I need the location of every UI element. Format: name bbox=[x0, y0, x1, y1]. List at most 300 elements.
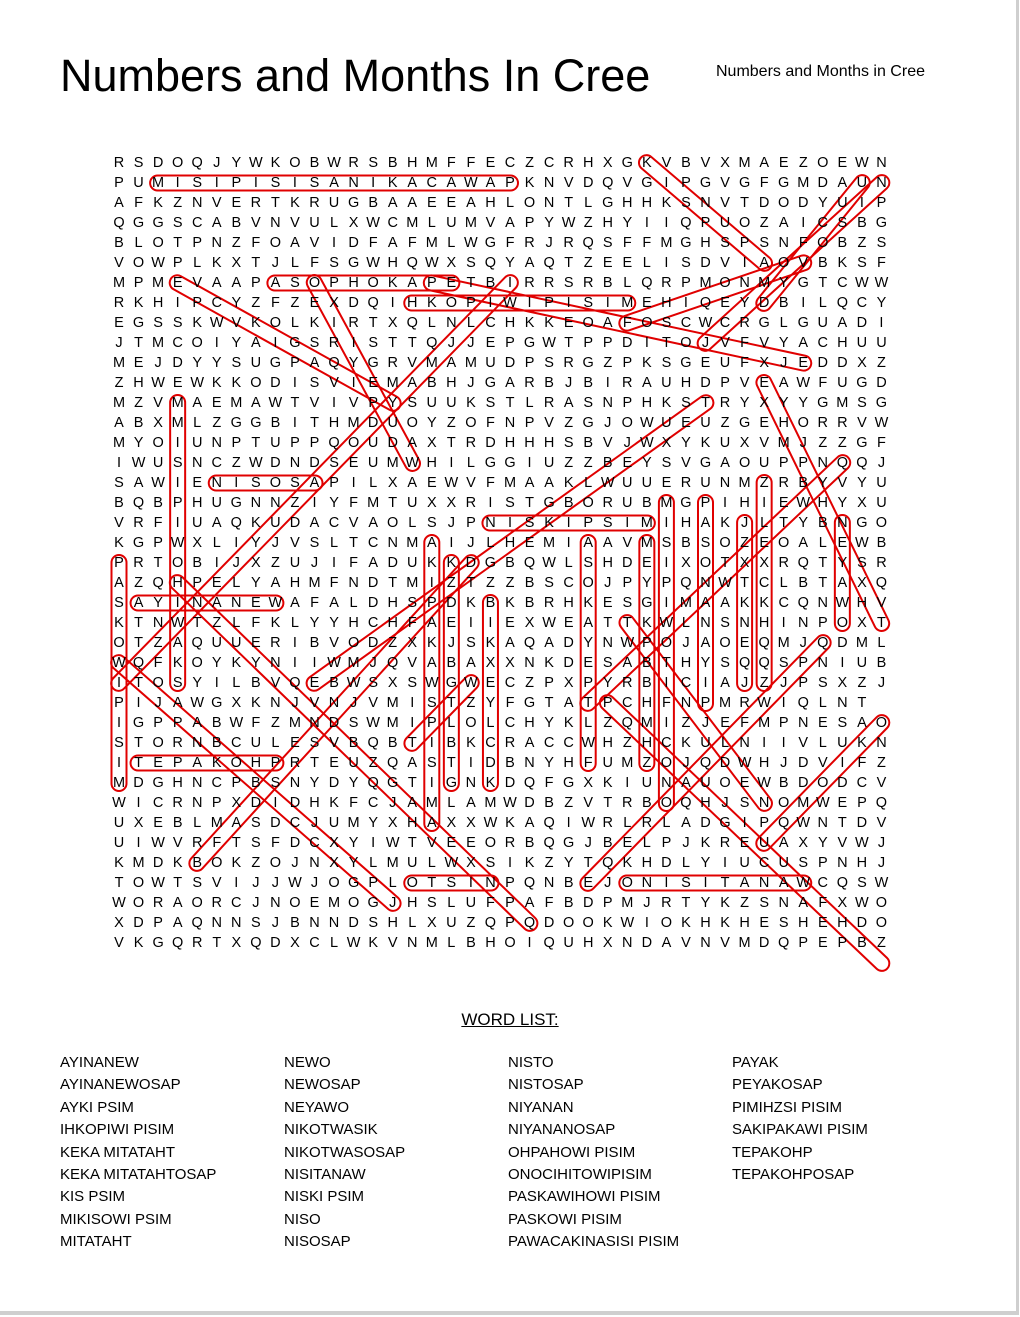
grid-letter: K bbox=[485, 635, 496, 651]
grid-letter: L bbox=[486, 715, 495, 731]
grid-letter: P bbox=[114, 555, 124, 571]
grid-letter: K bbox=[642, 355, 652, 371]
grid-letter: S bbox=[759, 895, 769, 911]
grid-letter: W bbox=[659, 615, 674, 631]
grid-letter: S bbox=[290, 475, 300, 491]
grid-letter: V bbox=[290, 535, 300, 551]
grid-letter: N bbox=[798, 615, 809, 631]
grid-letter: D bbox=[152, 155, 164, 171]
grid-letter: B bbox=[114, 495, 124, 511]
grid-letter: R bbox=[582, 275, 594, 291]
grid-letter: G bbox=[778, 175, 790, 191]
grid-letter: M bbox=[406, 215, 419, 231]
grid-letter: J bbox=[310, 875, 319, 891]
grid-letter: G bbox=[484, 455, 497, 471]
grid-letter: R bbox=[113, 155, 125, 171]
grid-letter: E bbox=[153, 755, 163, 771]
grid-letter: L bbox=[427, 855, 436, 871]
grid-letter: X bbox=[329, 295, 339, 311]
grid-letter: J bbox=[604, 875, 612, 891]
grid-letter: D bbox=[485, 755, 496, 771]
grid-letter: O bbox=[719, 275, 731, 291]
grid-letter: C bbox=[289, 815, 301, 831]
grid-letter: J bbox=[682, 755, 690, 771]
grid-letter: N bbox=[465, 775, 477, 791]
grid-letter: R bbox=[270, 635, 281, 651]
word-list-item: NISO bbox=[284, 1210, 321, 1228]
grid-letter: H bbox=[641, 695, 653, 711]
grid-letter: L bbox=[818, 295, 827, 311]
grid-letter: R bbox=[250, 195, 262, 211]
grid-letter: E bbox=[720, 295, 730, 311]
grid-letter: Y bbox=[544, 215, 554, 231]
grid-letter: H bbox=[426, 455, 438, 471]
grid-letter: P bbox=[720, 375, 730, 391]
grid-letter: A bbox=[211, 215, 222, 231]
grid-letter: I bbox=[429, 575, 434, 591]
grid-letter: Y bbox=[329, 615, 339, 631]
grid-letter: O bbox=[289, 895, 301, 911]
grid-letter: N bbox=[700, 935, 711, 951]
grid-letter: D bbox=[758, 935, 770, 951]
grid-letter: S bbox=[563, 275, 574, 291]
grid-letter: Y bbox=[211, 355, 222, 371]
grid-letter: I bbox=[840, 655, 845, 671]
grid-letter: U bbox=[191, 515, 203, 531]
grid-letter: L bbox=[877, 635, 886, 651]
grid-letter: B bbox=[172, 815, 183, 831]
grid-letter: U bbox=[700, 475, 711, 491]
grid-letter: U bbox=[407, 855, 418, 871]
grid-letter: C bbox=[837, 275, 848, 291]
grid-letter: X bbox=[251, 555, 261, 571]
grid-letter: V bbox=[700, 155, 711, 171]
grid-letter: V bbox=[114, 935, 124, 951]
grid-letter: S bbox=[485, 855, 496, 871]
grid-letter: R bbox=[387, 355, 398, 371]
grid-letter: N bbox=[739, 275, 750, 291]
grid-letter: R bbox=[602, 815, 613, 831]
grid-letter: B bbox=[505, 755, 515, 771]
grid-letter: Q bbox=[426, 335, 438, 351]
grid-letter: F bbox=[486, 415, 495, 431]
grid-letter: J bbox=[310, 555, 319, 571]
word-list-item: NISOSAP bbox=[284, 1233, 351, 1251]
grid-letter: Y bbox=[857, 475, 867, 491]
grid-letter: M bbox=[738, 475, 751, 491]
grid-letter: W bbox=[581, 815, 596, 831]
grid-letter: Q bbox=[699, 295, 712, 311]
grid-letter: B bbox=[309, 635, 320, 651]
grid-letter: P bbox=[290, 355, 300, 371]
grid-letter: S bbox=[172, 215, 183, 231]
grid-letter: U bbox=[661, 415, 672, 431]
grid-letter: T bbox=[310, 755, 319, 771]
grid-letter: V bbox=[798, 255, 809, 271]
grid-letter: I bbox=[625, 775, 630, 791]
grid-letter: U bbox=[407, 495, 418, 511]
grid-letter: L bbox=[447, 895, 456, 911]
grid-letter: Z bbox=[114, 375, 124, 391]
grid-letter: U bbox=[778, 855, 789, 871]
grid-letter: B bbox=[817, 255, 828, 271]
grid-letter: Z bbox=[877, 355, 886, 371]
grid-letter: Y bbox=[817, 475, 828, 491]
grid-letter: O bbox=[582, 575, 594, 591]
grid-letter: B bbox=[857, 215, 867, 231]
grid-letter: O bbox=[719, 775, 731, 791]
grid-letter: X bbox=[759, 355, 769, 371]
grid-letter: Y bbox=[348, 775, 359, 791]
grid-letter: Q bbox=[152, 575, 164, 591]
grid-letter: W bbox=[170, 615, 185, 631]
grid-letter: X bbox=[426, 435, 437, 451]
grid-letter: E bbox=[798, 355, 809, 371]
grid-letter: E bbox=[739, 835, 750, 851]
grid-letter: O bbox=[582, 495, 594, 511]
grid-letter: X bbox=[857, 615, 867, 631]
grid-letter: R bbox=[602, 495, 613, 511]
grid-letter: I bbox=[273, 335, 278, 351]
grid-letter: Z bbox=[642, 755, 652, 771]
grid-letter: W bbox=[855, 895, 869, 911]
grid-letter: P bbox=[602, 335, 613, 351]
grid-letter: P bbox=[837, 935, 848, 951]
grid-letter: O bbox=[621, 875, 633, 891]
grid-letter: T bbox=[818, 555, 828, 571]
grid-letter: T bbox=[466, 275, 476, 291]
grid-letter: W bbox=[268, 595, 283, 611]
grid-letter: O bbox=[406, 415, 418, 431]
grid-letter: R bbox=[543, 275, 555, 291]
grid-letter: U bbox=[602, 755, 613, 771]
grid-letter: S bbox=[524, 515, 535, 531]
grid-letter: U bbox=[270, 515, 281, 531]
grid-letter: D bbox=[250, 795, 262, 811]
grid-letter: F bbox=[329, 575, 339, 591]
grid-letter: K bbox=[466, 395, 476, 411]
grid-letter: X bbox=[231, 695, 242, 711]
grid-letter: I bbox=[234, 875, 239, 891]
grid-letter: V bbox=[622, 535, 633, 551]
grid-letter: X bbox=[446, 255, 457, 271]
grid-letter: I bbox=[664, 875, 669, 891]
grid-letter: D bbox=[289, 515, 301, 531]
grid-letter: H bbox=[446, 375, 457, 391]
grid-letter: I bbox=[507, 855, 513, 871]
grid-letter: D bbox=[348, 295, 359, 311]
grid-letter: J bbox=[701, 715, 710, 731]
grid-letter: N bbox=[622, 935, 633, 951]
grid-letter: D bbox=[719, 755, 731, 771]
grid-letter: Q bbox=[778, 935, 790, 951]
grid-letter: X bbox=[681, 555, 691, 571]
grid-letter: Y bbox=[368, 815, 378, 831]
grid-letter: S bbox=[602, 235, 613, 251]
grid-letter: Q bbox=[367, 775, 379, 791]
grid-letter: Z bbox=[212, 615, 222, 631]
grid-letter: O bbox=[641, 315, 653, 331]
grid-letter: F bbox=[212, 835, 222, 851]
grid-letter: W bbox=[796, 875, 811, 891]
grid-letter: Y bbox=[642, 575, 652, 591]
grid-letter: G bbox=[680, 355, 692, 371]
grid-letter: W bbox=[503, 795, 517, 811]
grid-letter: A bbox=[426, 615, 437, 631]
grid-letter: P bbox=[700, 695, 711, 711]
grid-letter: M bbox=[152, 335, 165, 351]
grid-letter: S bbox=[739, 795, 750, 811]
grid-letter: Q bbox=[406, 315, 418, 331]
grid-letter: W bbox=[757, 775, 771, 791]
grid-letter: Q bbox=[856, 455, 868, 471]
grid-letter: H bbox=[700, 915, 711, 931]
grid-letter: J bbox=[271, 255, 280, 271]
grid-letter: D bbox=[328, 775, 340, 791]
grid-letter: A bbox=[329, 595, 339, 611]
grid-letter: C bbox=[328, 515, 340, 531]
grid-letter: G bbox=[445, 675, 457, 691]
grid-letter: C bbox=[719, 315, 731, 331]
grid-letter: X bbox=[290, 935, 300, 951]
grid-letter: A bbox=[583, 535, 594, 551]
grid-letter: W bbox=[718, 575, 732, 591]
grid-letter: X bbox=[759, 395, 769, 411]
grid-letter: D bbox=[563, 635, 574, 651]
grid-letter: G bbox=[641, 595, 653, 611]
grid-letter: G bbox=[758, 315, 770, 331]
grid-letter: U bbox=[719, 215, 731, 231]
grid-letter: I bbox=[664, 675, 669, 691]
grid-letter: L bbox=[193, 415, 202, 431]
grid-letter: F bbox=[368, 235, 378, 251]
grid-letter: C bbox=[758, 575, 770, 591]
grid-letter: O bbox=[817, 155, 829, 171]
grid-letter: L bbox=[818, 735, 827, 751]
grid-letter: A bbox=[622, 655, 633, 671]
grid-letter: L bbox=[232, 675, 241, 691]
grid-letter: J bbox=[604, 575, 612, 591]
grid-letter: L bbox=[447, 235, 456, 251]
grid-letter: Y bbox=[192, 355, 203, 371]
grid-letter: I bbox=[116, 715, 122, 731]
grid-letter: I bbox=[566, 515, 571, 531]
grid-letter: G bbox=[347, 255, 360, 271]
grid-letter: B bbox=[544, 375, 554, 391]
grid-letter: P bbox=[817, 855, 828, 871]
grid-letter: M bbox=[855, 635, 868, 651]
grid-letter: B bbox=[231, 215, 242, 231]
grid-letter: W bbox=[424, 255, 439, 271]
grid-letter: C bbox=[504, 715, 516, 731]
word-list-heading: WORD LIST: bbox=[461, 1010, 559, 1029]
grid-letter: M bbox=[484, 795, 497, 811]
grid-letter: F bbox=[818, 375, 828, 391]
grid-letter: R bbox=[543, 395, 555, 411]
grid-letter: C bbox=[231, 895, 242, 911]
grid-letter: A bbox=[407, 195, 418, 211]
grid-letter: T bbox=[212, 935, 222, 951]
grid-letter: G bbox=[347, 195, 360, 211]
grid-letter: Y bbox=[778, 335, 789, 351]
grid-letter: P bbox=[602, 895, 613, 911]
grid-letter: N bbox=[524, 655, 535, 671]
grid-letter: B bbox=[602, 835, 613, 851]
grid-letter: Y bbox=[251, 535, 261, 551]
grid-letter: A bbox=[524, 895, 535, 911]
grid-letter: R bbox=[328, 335, 340, 351]
grid-letter: H bbox=[172, 775, 183, 791]
grid-letter: W bbox=[464, 235, 478, 251]
grid-letter: Q bbox=[367, 295, 379, 311]
grid-letter: Z bbox=[740, 895, 750, 911]
grid-letter: X bbox=[857, 355, 867, 371]
grid-letter: E bbox=[485, 675, 496, 691]
grid-letter: V bbox=[759, 435, 769, 451]
grid-letter: C bbox=[817, 875, 829, 891]
grid-letter: C bbox=[543, 155, 555, 171]
grid-letter: A bbox=[290, 235, 300, 251]
grid-letter: M bbox=[758, 715, 771, 731]
grid-letter: X bbox=[387, 475, 398, 491]
grid-letter: Y bbox=[309, 615, 320, 631]
grid-letter: G bbox=[504, 455, 516, 471]
grid-letter: R bbox=[661, 895, 672, 911]
grid-letter: I bbox=[488, 495, 493, 511]
grid-letter: V bbox=[387, 935, 398, 951]
grid-letter: C bbox=[485, 315, 496, 331]
grid-letter: K bbox=[739, 595, 750, 611]
grid-letter: I bbox=[664, 555, 669, 571]
grid-letter: A bbox=[407, 755, 418, 771]
grid-letter: N bbox=[485, 515, 496, 531]
grid-letter: E bbox=[524, 535, 535, 551]
grid-letter: J bbox=[799, 635, 807, 651]
grid-letter: H bbox=[700, 235, 711, 251]
grid-letter: G bbox=[875, 395, 888, 411]
grid-letter: F bbox=[310, 255, 319, 271]
grid-letter: M bbox=[406, 575, 419, 591]
grid-letter: I bbox=[781, 695, 786, 711]
grid-letter: I bbox=[371, 835, 376, 851]
grid-letter: Y bbox=[133, 435, 144, 451]
grid-letter: E bbox=[817, 915, 828, 931]
grid-letter: I bbox=[234, 475, 239, 491]
grid-letter: X bbox=[426, 495, 437, 511]
grid-letter: N bbox=[876, 155, 887, 171]
grid-letter: L bbox=[408, 515, 417, 531]
grid-letter: Q bbox=[582, 235, 594, 251]
grid-letter: A bbox=[231, 815, 242, 831]
grid-letter: E bbox=[485, 155, 496, 171]
grid-letter: Q bbox=[191, 915, 203, 931]
grid-letter: A bbox=[544, 475, 554, 491]
grid-letter: I bbox=[644, 915, 649, 931]
grid-letter: A bbox=[524, 815, 535, 831]
grid-letter: N bbox=[602, 395, 613, 411]
grid-letter: R bbox=[739, 695, 750, 711]
grid-letter: S bbox=[563, 435, 574, 451]
grid-letter: R bbox=[661, 275, 672, 291]
grid-letter: T bbox=[134, 735, 143, 751]
grid-letter: X bbox=[231, 935, 242, 951]
grid-letter: M bbox=[425, 355, 438, 371]
grid-letter: W bbox=[366, 715, 380, 731]
grid-letter: B bbox=[309, 155, 320, 171]
grid-letter: K bbox=[681, 735, 691, 751]
grid-letter: G bbox=[856, 435, 868, 451]
grid-letter: I bbox=[429, 775, 434, 791]
grid-letter: M bbox=[425, 795, 438, 811]
grid-letter: R bbox=[778, 475, 789, 491]
word-list-column-4 bbox=[732, 1052, 868, 1186]
grid-letter: G bbox=[250, 415, 262, 431]
grid-letter: O bbox=[621, 415, 633, 431]
grid-letter: S bbox=[778, 915, 789, 931]
grid-letter: U bbox=[837, 375, 848, 391]
grid-letter: Q bbox=[113, 215, 125, 231]
grid-letter: Z bbox=[544, 855, 554, 871]
grid-letter: H bbox=[739, 495, 750, 511]
grid-letter: J bbox=[682, 635, 690, 651]
grid-letter: E bbox=[114, 315, 124, 331]
grid-letter: L bbox=[584, 715, 593, 731]
grid-letter: Z bbox=[368, 755, 378, 771]
grid-letter: U bbox=[700, 415, 711, 431]
grid-letter: H bbox=[348, 615, 359, 631]
grid-letter: H bbox=[133, 375, 144, 391]
grid-letter: V bbox=[251, 215, 261, 231]
grid-letter: S bbox=[485, 395, 496, 411]
grid-letter: V bbox=[153, 395, 163, 411]
grid-letter: K bbox=[368, 935, 378, 951]
grid-letter: P bbox=[192, 295, 203, 311]
grid-letter: Y bbox=[309, 775, 320, 791]
grid-letter: K bbox=[270, 155, 281, 171]
grid-letter: G bbox=[543, 495, 555, 511]
grid-letter: X bbox=[387, 315, 398, 331]
grid-letter: Z bbox=[505, 575, 515, 591]
grid-letter: T bbox=[134, 755, 143, 771]
grid-letter: N bbox=[485, 875, 496, 891]
grid-letter: H bbox=[387, 915, 398, 931]
word-list-item: NEYAWO bbox=[284, 1098, 350, 1116]
word-list-item: NIKOTWASOSAP bbox=[284, 1143, 406, 1161]
grid-letter: X bbox=[739, 435, 750, 451]
grid-letter: J bbox=[584, 835, 592, 851]
grid-letter: F bbox=[270, 835, 280, 851]
grid-letter: S bbox=[407, 595, 418, 611]
word-list-item: NIYANAN bbox=[508, 1098, 574, 1116]
grid-letter: D bbox=[328, 715, 340, 731]
grid-letter: O bbox=[152, 435, 164, 451]
grid-letter: S bbox=[583, 295, 594, 311]
word-list-item: PEYAKOSAP bbox=[732, 1076, 823, 1094]
grid-letter: S bbox=[153, 315, 163, 331]
grid-letter: Z bbox=[583, 455, 593, 471]
grid-letter: Z bbox=[564, 455, 574, 471]
grid-letter: N bbox=[446, 315, 457, 331]
grid-letter: R bbox=[563, 355, 574, 371]
grid-letter: O bbox=[465, 715, 477, 731]
grid-letter: C bbox=[504, 675, 516, 691]
grid-letter: K bbox=[720, 915, 730, 931]
grid-letter: U bbox=[446, 215, 457, 231]
grid-letter: S bbox=[114, 595, 124, 611]
grid-letter: M bbox=[386, 695, 399, 711]
grid-letter: S bbox=[290, 275, 300, 291]
grid-letter: W bbox=[874, 275, 889, 291]
